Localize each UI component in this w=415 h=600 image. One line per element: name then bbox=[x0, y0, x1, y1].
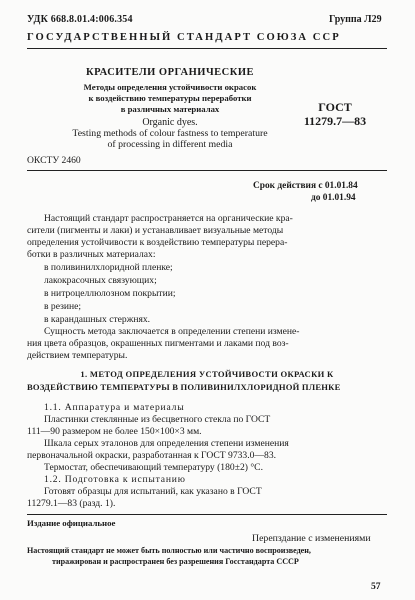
okstu-code: ОКСТУ 2460 bbox=[27, 155, 81, 166]
essence-line: ния цвета образцов, окрашенных пигментами и лаками под воз- bbox=[27, 338, 289, 349]
validity-start: Срок действия с 01.01.84 bbox=[253, 181, 358, 191]
section-heading: 1. МЕТОД ОПРЕДЕЛЕНИЯ УСТОЙЧИВОСТИ ОКРАСКИ К bbox=[80, 369, 334, 379]
gost-label: ГОСТ bbox=[318, 100, 352, 114]
plates-line: Пластинки стеклянные из бесцветного стекла по ГОСТ bbox=[44, 414, 271, 425]
page-number: 57 bbox=[371, 581, 381, 592]
intro-line: ботки в различных материалах: bbox=[27, 249, 156, 260]
material-list-item: в резине; bbox=[44, 301, 82, 312]
english-title-line: Organic dyes. bbox=[142, 117, 198, 128]
thermostat-line: Термостат, обеспечивающий температуру (180±2) °С. bbox=[44, 462, 263, 473]
group-code: Группа Л29 bbox=[329, 14, 382, 25]
intro-line: сители (пигменты и лаки) и устанавливает визуальные методы bbox=[27, 225, 284, 236]
intro-line: определения устойчивости к воздействию температуры перера- bbox=[27, 237, 288, 248]
subtitle-line: к воздействию температуры переработки bbox=[88, 93, 252, 103]
footer-rule bbox=[27, 514, 387, 515]
gray-scale-line: Шкала серых эталонов для определения степени изменения bbox=[44, 438, 289, 449]
samples-line: Готовят образцы для испытаний, как указано в ГОСТ bbox=[44, 486, 262, 497]
gray-scale-line: первоначальной окраски, разработанная к ГОСТ 9733.0—83. bbox=[27, 450, 277, 461]
material-list-item: в поливинилхлоридной пленке; bbox=[44, 262, 173, 273]
reprint-note: Перепздание с изменениями bbox=[252, 533, 371, 544]
copyright-notice-line: тиражирован и распространен без разрешения Госстандарта СССР bbox=[52, 557, 299, 566]
header-rule bbox=[27, 48, 387, 49]
essence-line: действием температуры. bbox=[27, 350, 128, 361]
subsection-heading: 1.1. Аппаратура и материалы bbox=[44, 402, 185, 413]
gost-number: 11279.7—83 bbox=[303, 114, 367, 128]
essence-line: Сущность метода заключается в определении степени измене- bbox=[44, 326, 300, 337]
official-edition: Издание официальное bbox=[27, 518, 116, 528]
material-list-item: в карандашных стержнях. bbox=[44, 314, 151, 325]
subsection-heading: 1.2. Подготовка к испытанию bbox=[44, 474, 186, 485]
okstu-rule bbox=[27, 170, 387, 171]
validity-end: до 01.01.94 bbox=[311, 193, 356, 203]
intro-line: Настоящий стандарт распространяется на органические кра- bbox=[44, 213, 293, 224]
samples-line: 11279.1—83 (разд. 1). bbox=[27, 498, 116, 509]
standard-title: КРАСИТЕЛИ ОРГАНИЧЕСКИЕ bbox=[85, 67, 255, 78]
plates-line: 111—90 размером не более 150×100×3 мм. bbox=[27, 426, 202, 437]
english-title-line: Testing methods of colour fastness to temperature bbox=[72, 128, 268, 139]
section-heading: ВОЗДЕЙСТВИЮ ТЕМПЕРАТУРЫ В ПОЛИВИНИЛХЛОРИДНОЙ ПЛЕНКЕ bbox=[27, 382, 341, 392]
english-title-line: of processing in different media bbox=[107, 139, 233, 150]
subtitle-line: Методы определения устойчивости окрасок bbox=[83, 82, 257, 92]
udk-code: УДК 668.8.01.4:006.354 bbox=[27, 14, 133, 25]
material-list-item: в нитроцеллюлозном покрытии; bbox=[44, 288, 176, 299]
copyright-notice-line: Настоящий стандарт не может быть полностью или частично воспроизведен, bbox=[27, 546, 311, 555]
material-list-item: лакокрасочных связующих; bbox=[44, 275, 157, 286]
state-standard-banner: ГОСУДАРСТВЕННЫЙ СТАНДАРТ СОЮЗА ССР bbox=[27, 32, 341, 43]
subtitle-line: в различных материалах bbox=[120, 104, 220, 114]
